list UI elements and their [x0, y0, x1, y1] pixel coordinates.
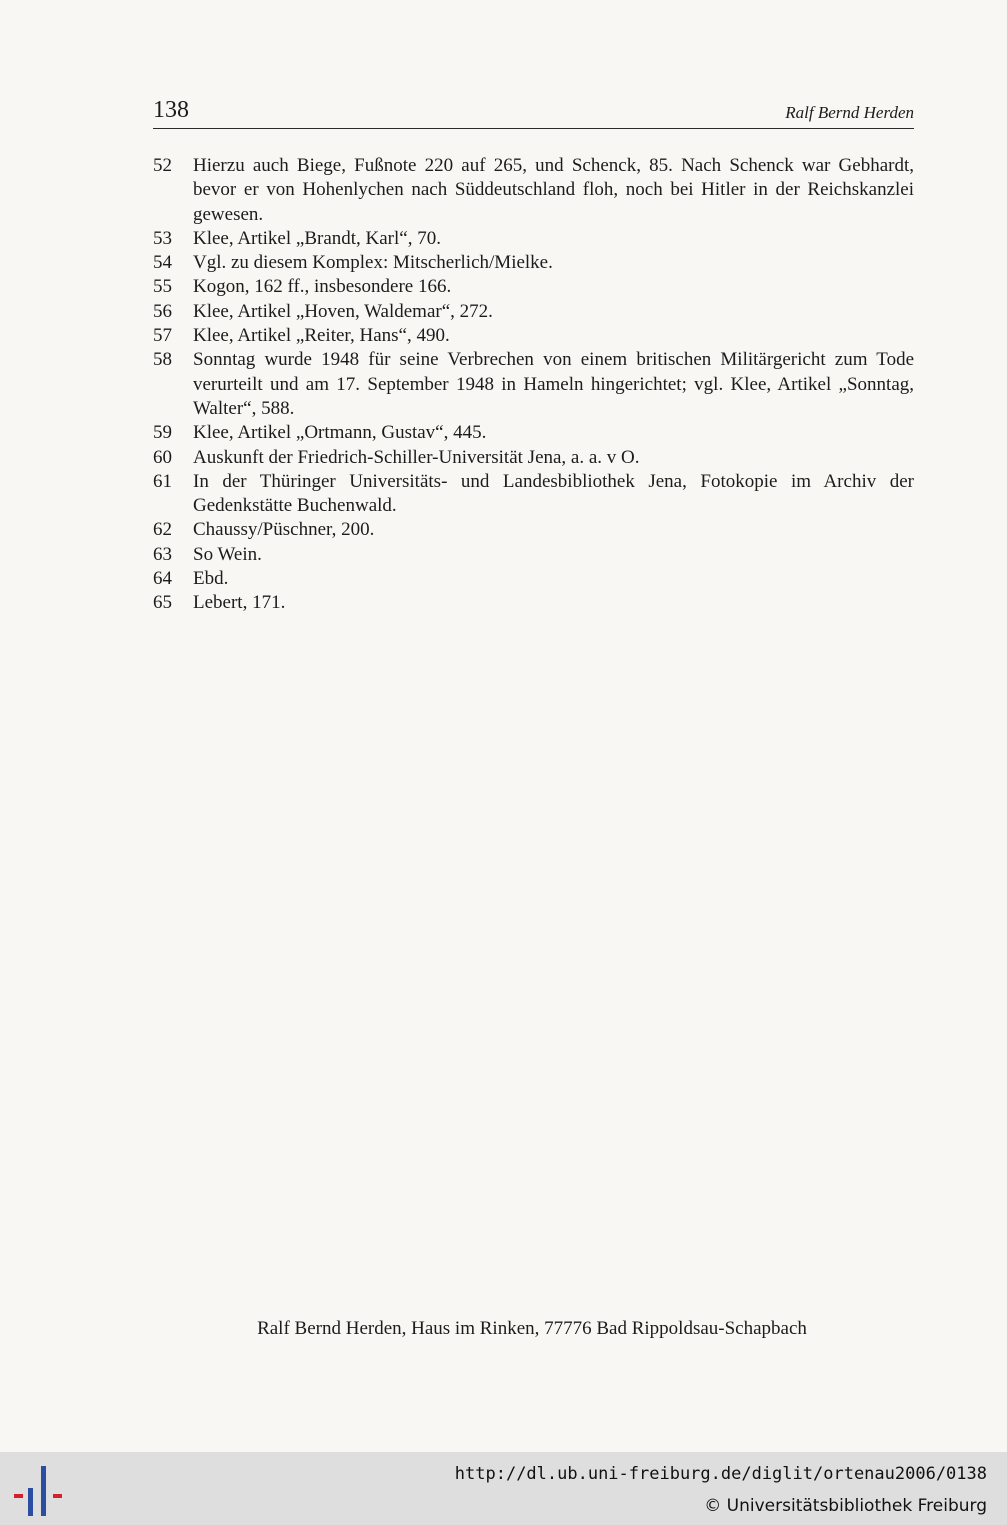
digital-library-footer: [0, 1452, 1007, 1525]
endnote-text: So Wein.: [193, 543, 262, 565]
endnote-text: Kogon, 162 ff., insbesondere 166.: [193, 276, 452, 298]
endnote-number: 57: [153, 325, 172, 347]
endnote-text: Sonntag wurde 1948 für seine Verbrechen von einem britischen Militärgericht zum Tode verurteilt und am 17. September 1948 in Hameln hingerichtet; vgl. Klee, Artikel „Sonntag, Walter“, 588.: [193, 349, 914, 419]
endnote-number: 60: [153, 446, 172, 468]
endnote-text: Klee, Artikel „Hoven, Waldemar“, 272.: [193, 300, 493, 322]
endnote-text: Chaussy/Püschner, 200.: [193, 519, 375, 541]
endnote-number: 62: [153, 519, 172, 541]
endnote-number: 63: [153, 543, 172, 565]
endnote-number: 64: [153, 568, 172, 590]
endnote-text: Klee, Artikel „Reiter, Hans“, 490.: [193, 325, 450, 347]
endnote: [153, 154, 914, 227]
endnote-text: Ebd.: [193, 568, 229, 590]
endnote: [153, 470, 914, 519]
endnote-number: 65: [153, 592, 172, 614]
endnote-number: 56: [153, 300, 172, 322]
endnote: [153, 543, 914, 567]
endnote-number: 54: [153, 252, 172, 274]
copyright-notice: © Universitätsbibliothek Freiburg: [704, 1496, 987, 1516]
endnote: [153, 591, 914, 615]
running-head: Ralf Bernd Herden: [785, 103, 914, 122]
endnote-number: 52: [153, 155, 172, 176]
author-address: Ralf Bernd Herden, Haus im Rinken, 77776 Bad Rippoldsau-Schapbach: [257, 1318, 807, 1339]
endnote: [153, 324, 914, 348]
ub-freiburg-logo-icon[interactable]: [14, 1466, 64, 1516]
endnote: [153, 251, 914, 275]
endnote-text: In der Thüringer Universitäts- und Landesbibliothek Jena, Fotokopie im Archiv der Gedenkstätte Buchenwald.: [193, 470, 914, 517]
endnote-text: Lebert, 171.: [193, 592, 286, 614]
page-header: [153, 96, 914, 129]
endnote-number: 58: [153, 349, 172, 371]
endnote: [153, 275, 914, 299]
endnote-text: Hierzu auch Biege, Fußnote 220 auf 265, und Schenck, 85. Nach Schenck war Gebhardt, bevor er von Hohenlychen nach Süddeutschland floh, noch bei Hitler in der Reichskanzlei gewesen.: [193, 155, 914, 225]
page-number: 138: [153, 97, 189, 123]
endnote-number: 59: [153, 422, 172, 444]
endnote: [153, 446, 914, 470]
permalink-url[interactable]: http://dl.ub.uni-freiburg.de/diglit/ortenau2006/0138: [454, 1464, 987, 1484]
endnotes-list: [153, 154, 914, 616]
endnote-number: 55: [153, 276, 172, 298]
endnote-number: 53: [153, 227, 172, 249]
endnote: [153, 300, 914, 324]
endnote: [153, 421, 914, 445]
endnote: [153, 227, 914, 251]
endnote: [153, 518, 914, 542]
endnote-text: Vgl. zu diesem Komplex: Mitscherlich/Mielke.: [193, 252, 553, 274]
endnote-text: Auskunft der Friedrich-Schiller-Universität Jena, a. a. v O.: [193, 446, 640, 468]
endnote: [153, 348, 914, 421]
endnote: [153, 567, 914, 591]
endnote-text: Klee, Artikel „Ortmann, Gustav“, 445.: [193, 422, 487, 444]
endnote-text: Klee, Artikel „Brandt, Karl“, 70.: [193, 227, 441, 249]
endnote-number: 61: [153, 470, 172, 492]
